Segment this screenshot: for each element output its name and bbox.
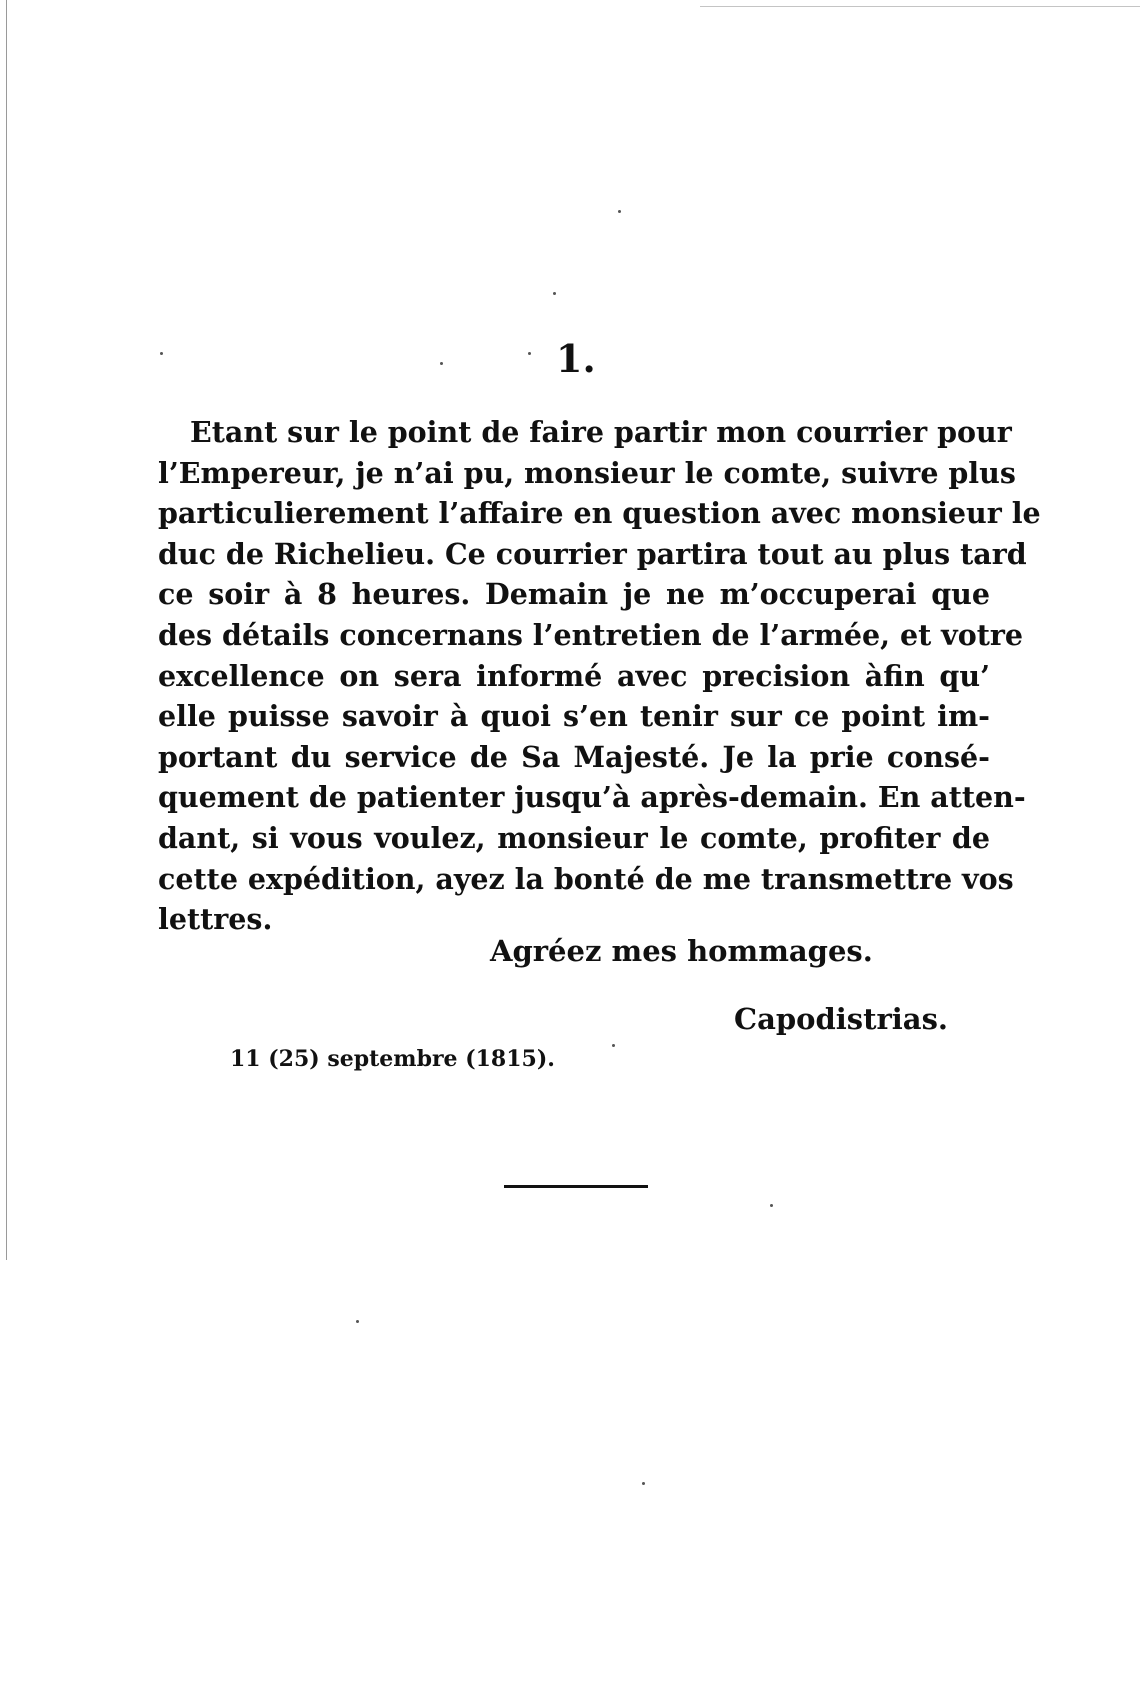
body-line: des détails concernans l’entretien de l’armée, et votre [158,617,1024,652]
body-line: cette expédition, ayez la bonté de me transmettre vos [158,861,1014,896]
body-line: l’Empereur, je n’ai pu, monsieur le comte, suivre plus [158,455,1016,490]
scan-speck [618,210,621,213]
scan-speck [440,362,443,365]
scan-speck [160,352,163,355]
body-line: portant du service de Sa Majesté. Je la prie consé- [158,739,990,774]
body-line: ce soir à 8 heures. Demain je ne m’occuperai que [158,577,990,612]
signature: Capodistrias. [734,1002,949,1036]
scan-speck [356,1320,359,1323]
letter-body [158,412,1041,940]
body-line: excellence on sera informé avec precision àfin qu’ [158,658,990,693]
body-line: dant, si vous voulez, monsieur le comte, profiter de [158,820,990,855]
scan-speck [642,1482,645,1485]
body-line: elle puisse savoir à quoi s’en tenir sur ce point im- [158,699,990,734]
scan-speck [553,292,556,295]
body-line: duc de Richelieu. Ce courrier partira tout au plus tard [158,536,1027,571]
scan-speck [612,1044,615,1047]
letter-number: 1. [556,336,596,381]
body-line: particulierement l’affaire en question avec monsieur le [158,496,1041,531]
body-line: quement de patienter jusqu’à après-demain. En atten- [158,780,1026,815]
body-line: lettres. [158,902,273,937]
letter-date: 11 (25) septembre (1815). [230,1046,555,1072]
body-line: Etant sur le point de faire partir mon courrier pour [190,415,1012,449]
scan-speck [528,352,531,355]
scan-top-line [700,6,1140,7]
section-divider [504,1185,648,1188]
scan-edge-line [6,0,7,1260]
closing-salutation: Agréez mes hommages. [490,934,873,968]
scan-speck [770,1204,773,1207]
